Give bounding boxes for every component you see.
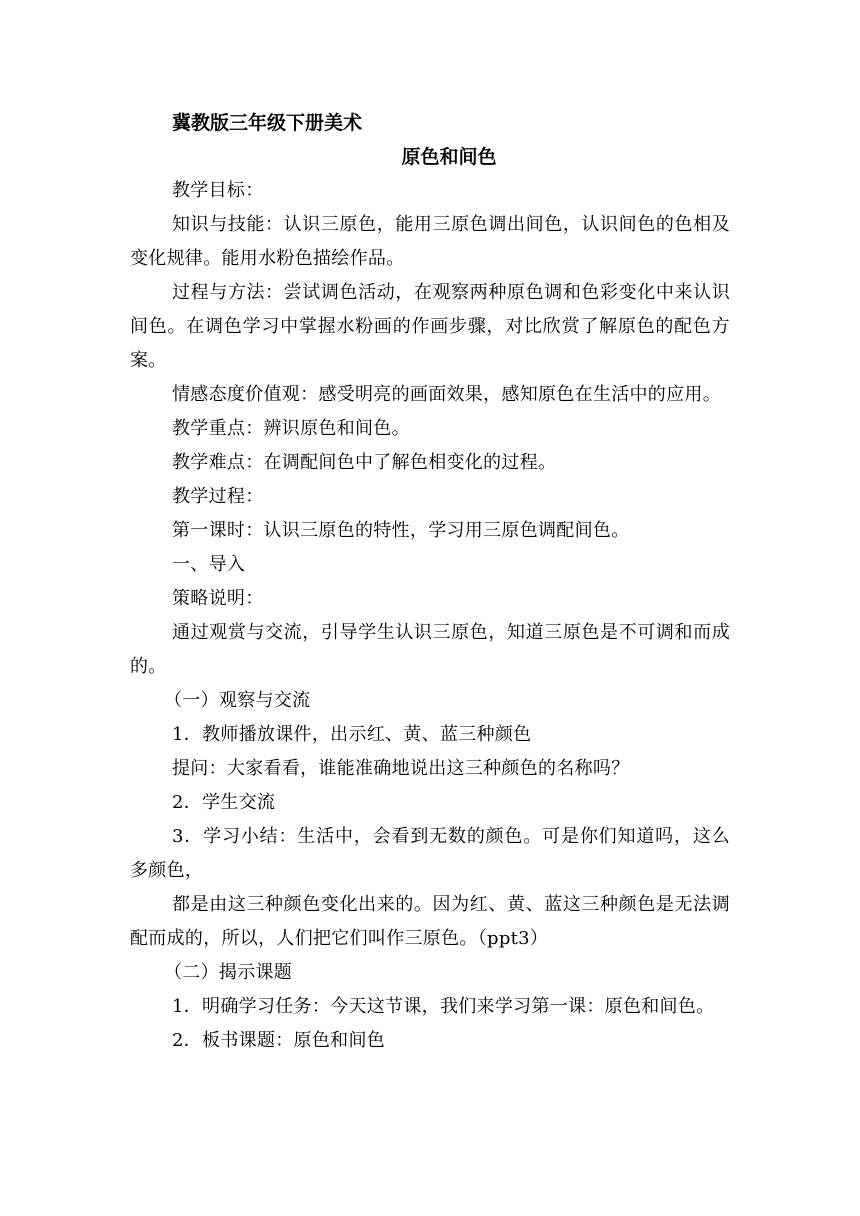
- task-2: 2．板书课题：原色和间色: [172, 1030, 386, 1051]
- item-1: 1．教师播放课件，出示红、黄、蓝三种颜色: [172, 724, 532, 745]
- difficulty: 教学难点：在调配间色中了解色相变化的过程。: [172, 452, 557, 473]
- goal-knowledge: 知识与技能：认识三原色，能用三原色调出间色，认识间色的色相及变化规律。能用水粉色描绘作品。: [130, 214, 730, 269]
- question: 提问：大家看看，谁能准确地说出这三种颜色的名称吗？: [172, 758, 630, 779]
- item-3-continued: 都是由这三种颜色变化出来的。因为红、黄、蓝这三种颜色是无法调配而成的，所以，人们把它们叫作三原色。（ppt3）: [130, 894, 730, 949]
- item-2: 2．学生交流: [172, 792, 276, 813]
- process-heading: 教学过程：: [172, 486, 264, 507]
- goal-process: 过程与方法：尝试调色活动，在观察两种原色调和色彩变化中来认识间色。在调色学习中掌握水粉画的作画步骤，对比欣赏了解原色的配色方案。: [130, 282, 730, 371]
- item-3: 3．学习小结：生活中，会看到无数的颜色。可是你们知道吗，这么多颜色，: [130, 826, 730, 881]
- goal-emotion: 情感态度价值观：感受明亮的画面效果，感知原色在生活中的应用。: [172, 384, 721, 405]
- lesson-title: 原色和间色: [401, 146, 497, 168]
- sub-heading-topic: （二）揭示课题: [164, 962, 293, 983]
- key-point: 教学重点：辨识原色和间色。: [172, 418, 410, 439]
- strategy-heading: 策略说明：: [172, 588, 264, 609]
- lesson-one: 第一课时：认识三原色的特性，学习用三原色调配间色。: [172, 520, 630, 541]
- sub-heading-observe: （一）观察与交流: [164, 690, 311, 711]
- series-title: 冀教版三年级下册美术: [172, 112, 363, 134]
- strategy-text: 通过观赏与交流，引导学生认识三原色，知道三原色是不可调和而成的。: [130, 622, 730, 677]
- section-intro: 一、导入: [172, 554, 246, 575]
- task-1: 1．明确学习任务：今天这节课，我们来学习第一课：原色和间色。: [172, 996, 715, 1017]
- document-content: [130, 106, 730, 1058]
- goals-heading: 教学目标：: [172, 180, 264, 201]
